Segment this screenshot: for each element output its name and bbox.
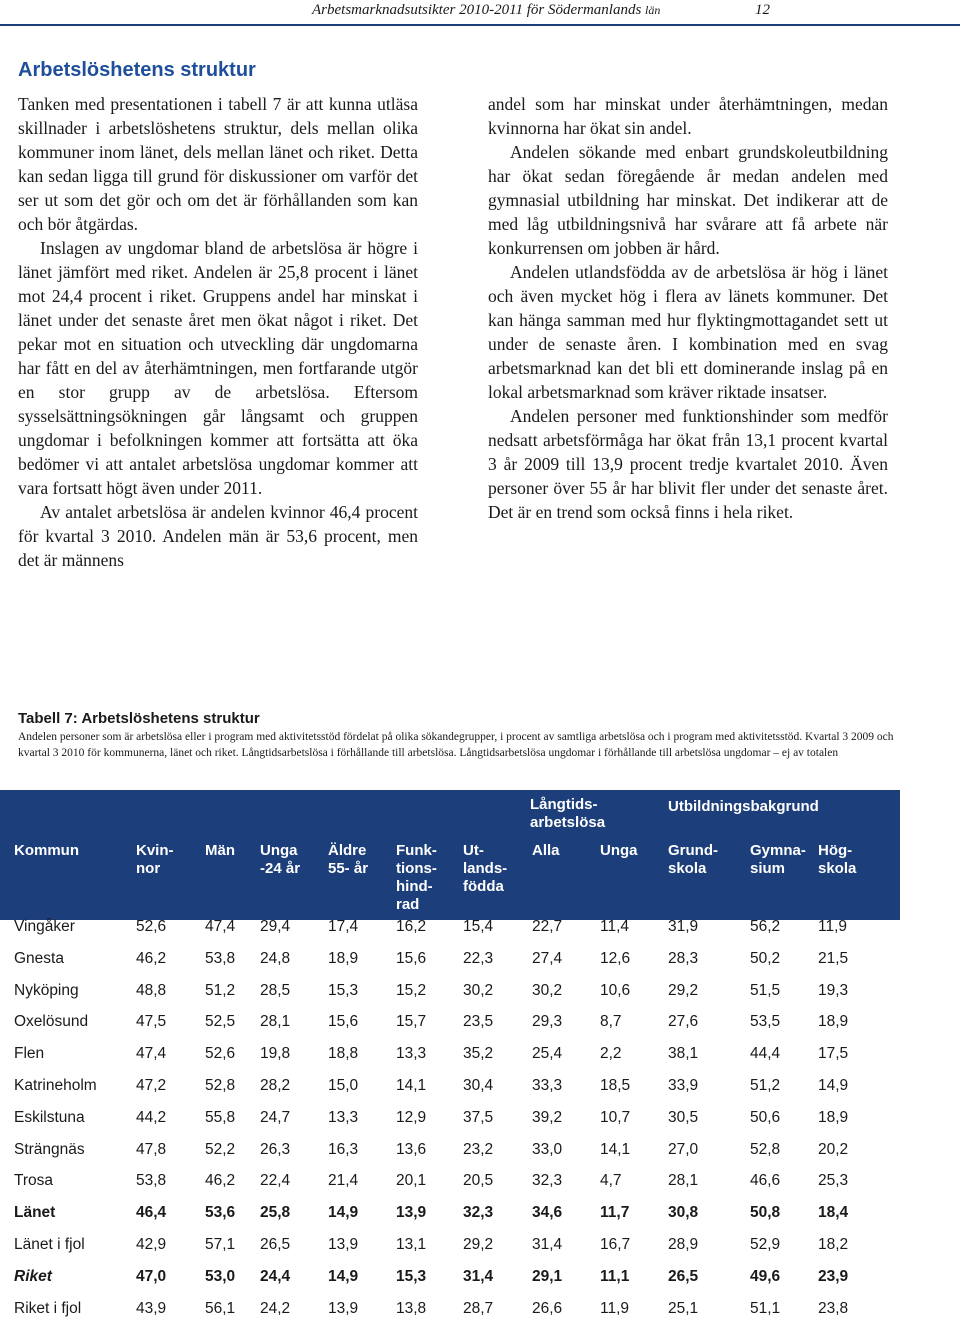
- table-cell: 23,5: [463, 1013, 494, 1031]
- table-cell: 32,3: [463, 1204, 494, 1222]
- table-cell: 28,7: [463, 1299, 494, 1317]
- table-cell: 12,9: [396, 1108, 427, 1126]
- table-cell: 20,5: [463, 1172, 494, 1190]
- table-cell: 15,6: [328, 1013, 359, 1031]
- table-cell: 13,1: [396, 1236, 427, 1253]
- table-cell: 11,9: [818, 918, 848, 935]
- table-cell: 56,2: [750, 918, 781, 935]
- table-cell: 21,4: [328, 1172, 359, 1190]
- table-cell: 19,8: [260, 1045, 291, 1063]
- table-row: [0, 1198, 900, 1230]
- table-cell: 14,1: [396, 1077, 427, 1094]
- table-cell: 29,3: [532, 1013, 563, 1031]
- paragraph: andel som har minskat under återhämtningen, medan kvinnorna har ökat sin andel.: [488, 94, 888, 138]
- section-title: Arbetslöshetens struktur: [18, 59, 256, 81]
- table-cell: 52,5: [205, 1013, 236, 1031]
- column-header: Män: [205, 842, 235, 859]
- table-cell: 47,5: [136, 1013, 167, 1031]
- table-cell: 46,2: [136, 949, 167, 967]
- table-cell: 53,6: [205, 1204, 236, 1222]
- column-header: Hög- skola: [818, 842, 857, 877]
- table-cell: 26,5: [260, 1236, 291, 1253]
- table-cell: 35,2: [463, 1045, 494, 1063]
- table-cell: 38,1: [668, 1045, 699, 1063]
- table-cell: 18,5: [600, 1077, 631, 1094]
- table-cell: 50,6: [750, 1108, 781, 1126]
- column-header: Unga -24 år: [260, 842, 301, 877]
- table-cell: 53,8: [205, 949, 236, 967]
- table-cell: 53,5: [750, 1013, 781, 1031]
- report-title: Arbetsmarknadsutsikter 2010-2011 för Södermanlands län: [312, 2, 661, 18]
- paragraph: Av antalet arbetslösa är andelen kvinnor 46,4 procent för kvartal 3 2010. Andelen män är 53,6 procent, men det är männens: [18, 502, 418, 570]
- table-cell: 37,5: [463, 1108, 494, 1126]
- table-cell: 56,1: [205, 1299, 236, 1317]
- table-cell: 25,1: [668, 1299, 699, 1317]
- table-cell: 13,9: [328, 1299, 359, 1317]
- table-cell: 12,6: [600, 949, 631, 967]
- table-cell: 15,6: [396, 949, 427, 967]
- paragraph: Andelen personer med funktionshinder som medför nedsatt arbetsförmåga har ökat från 13,1 procent kvartal 3 år 2009 till 13,9 procent tredje kvartalet 2010. Även personer över 55 år har blivit fler under det senaste året. Det är en trend som också finns i hela riket.: [488, 406, 888, 522]
- table-cell: 53,0: [205, 1267, 236, 1285]
- table-cell: 31,4: [532, 1236, 563, 1253]
- table-cell: 30,2: [532, 981, 563, 999]
- table-cell: 11,1: [600, 1267, 630, 1285]
- table-cell: 51,5: [750, 981, 781, 999]
- table-cell: 4,7: [600, 1172, 622, 1190]
- table-cell: 47,8: [136, 1140, 167, 1158]
- column-header: Ut- lands- födda: [463, 842, 508, 895]
- table-cell: 13,8: [396, 1299, 427, 1317]
- paragraph: Andelen utlandsfödda av de arbetslösa är hög i länet och även mycket hög i flera av länets kommuner. Det kan hänga samman med hur flyktingmottagandet sett ut under de senaste åren. I kombination med en svag arbetsmarknad kan det bli ett dominerande inslag på en lokal arbetsmarknad som kräver riktade insatser.: [488, 262, 888, 402]
- table-cell: 23,9: [818, 1267, 849, 1285]
- table-cell: 22,3: [463, 949, 494, 967]
- table-cell: 15,3: [328, 981, 359, 999]
- table-cell: 14,9: [328, 1204, 359, 1222]
- table-cell: 20,2: [818, 1140, 849, 1158]
- table-cell: 28,2: [260, 1077, 291, 1094]
- table-cell: 51,2: [750, 1077, 781, 1094]
- table-cell: 39,2: [532, 1108, 563, 1126]
- table-row: [0, 1166, 900, 1198]
- table-cell: 11,4: [600, 918, 630, 935]
- row-label: Nyköping: [14, 981, 79, 999]
- table-cell: 53,8: [136, 1172, 167, 1190]
- table-cell: 47,4: [136, 1045, 167, 1063]
- table-cell: 34,6: [532, 1204, 563, 1222]
- table-cell: 52,2: [205, 1140, 236, 1158]
- table-cell: 44,4: [750, 1045, 781, 1063]
- table-row: [0, 1103, 900, 1135]
- row-label: Flen: [14, 1045, 45, 1063]
- table-cell: 2,2: [600, 1045, 622, 1063]
- table-cell: 13,9: [328, 1236, 359, 1253]
- table-cell: 51,2: [205, 981, 236, 999]
- paragraph: Andelen sökande med enbart grundskoleutbildning har ökat sedan föregående år medan andelen med gymnasial utbildning har minskat. Det indikerar att de med låg utbildningsnivå har svårare att få arbete när konkurrensen om jobben är hård.: [488, 142, 888, 258]
- table-cell: 27,6: [668, 1013, 699, 1031]
- left-text-column: [18, 92, 418, 572]
- table-cell: 18,8: [328, 1045, 359, 1063]
- table-cell: 28,3: [668, 949, 699, 967]
- table-description: Andelen personer som är arbetslösa eller i program med aktivitetsstöd fördelat på olika sökandegrupper, i procent av samtliga arbetslösa och i program med aktivitetsstöd. Kvartal 3 2009 och kvartal 3 2010 för kommunerna, länet och riket. Långtidsarbetslösa i förhållande till arbetslösa. Långtidsarbetslösa ungdomar i förhållande till arbetslösa ungdomar – ej av totalen: [18, 731, 894, 759]
- table-cell: 10,6: [600, 981, 631, 999]
- table-cell: 10,7: [600, 1108, 631, 1126]
- table-cell: 16,2: [396, 918, 427, 935]
- table-cell: 52,8: [205, 1077, 236, 1094]
- table-cell: 14,1: [600, 1140, 631, 1158]
- column-header: Funk- tions- hind- rad: [396, 842, 437, 913]
- table-cell: 30,4: [463, 1077, 494, 1094]
- table-cell: 42,9: [136, 1236, 167, 1253]
- table-cell: 48,8: [136, 981, 167, 999]
- table-title: Tabell 7: Arbetslöshetens struktur: [18, 710, 260, 727]
- table-cell: 18,9: [818, 1108, 849, 1126]
- header-rule: [0, 24, 960, 26]
- table-cell: 21,5: [818, 949, 849, 967]
- table-cell: 52,8: [750, 1140, 781, 1158]
- table-cell: 11,7: [600, 1204, 630, 1222]
- table-cell: 29,2: [463, 1236, 494, 1253]
- table-cell: 14,9: [818, 1077, 849, 1094]
- table-cell: 43,9: [136, 1299, 167, 1317]
- table-cell: 23,8: [818, 1299, 849, 1317]
- row-label: Oxelösund: [14, 1013, 89, 1031]
- row-label: Riket i fjol: [14, 1299, 82, 1317]
- table-cell: 15,7: [396, 1013, 427, 1031]
- table-row: [0, 1262, 900, 1294]
- column-header: Gymna- sium: [750, 842, 806, 877]
- table-row: [0, 1294, 900, 1326]
- table-cell: 46,4: [136, 1204, 167, 1222]
- table-row: [0, 1071, 900, 1103]
- table-cell: 17,5: [818, 1045, 849, 1063]
- table-cell: 22,4: [260, 1172, 291, 1190]
- row-label: Länet: [14, 1204, 56, 1222]
- table-row: [0, 1135, 900, 1167]
- table-cell: 20,1: [396, 1172, 427, 1190]
- table-cell: 13,9: [396, 1204, 427, 1222]
- group-header-langtid: Långtids- arbetslösa: [530, 796, 606, 831]
- table-cell: 33,0: [532, 1140, 563, 1158]
- column-header: Grund- skola: [668, 842, 718, 877]
- table-cell: 28,9: [668, 1236, 699, 1253]
- table-cell: 16,3: [328, 1140, 359, 1158]
- table-cell: 24,2: [260, 1299, 291, 1317]
- table-cell: 18,2: [818, 1236, 849, 1253]
- table-row: [0, 912, 900, 944]
- table-cell: 47,0: [136, 1267, 167, 1285]
- column-header: Kommun: [14, 842, 79, 859]
- table-cell: 13,6: [396, 1140, 427, 1158]
- table-cell: 52,9: [750, 1236, 781, 1253]
- table-cell: 23,2: [463, 1140, 494, 1158]
- table-cell: 29,2: [668, 981, 699, 999]
- column-header: Kvin- nor: [136, 842, 174, 877]
- table-cell: 28,1: [260, 1013, 291, 1031]
- table-cell: 17,4: [328, 918, 359, 935]
- table-cell: 24,4: [260, 1267, 291, 1285]
- table-cell: 28,5: [260, 981, 291, 999]
- row-label: Gnesta: [14, 949, 64, 967]
- table-cell: 13,3: [328, 1108, 359, 1126]
- table-cell: 30,5: [668, 1108, 699, 1126]
- table-row: [0, 944, 900, 976]
- row-label: Eskilstuna: [14, 1108, 85, 1126]
- row-label: Trosa: [14, 1172, 54, 1190]
- table-cell: 49,6: [750, 1267, 781, 1285]
- column-header: Unga: [600, 842, 638, 859]
- table-cell: 47,2: [136, 1077, 167, 1094]
- row-label: Länet i fjol: [14, 1236, 85, 1253]
- table-cell: 57,1: [205, 1236, 236, 1253]
- table-cell: 25,3: [818, 1172, 849, 1190]
- column-header: Äldre 55- år: [328, 842, 369, 877]
- row-label: Vingåker: [14, 918, 75, 935]
- right-text-column: [488, 92, 888, 524]
- table-cell: 26,5: [668, 1267, 699, 1285]
- table-cell: 25,4: [532, 1045, 563, 1063]
- group-header-utbildning: Utbildningsbakgrund: [668, 798, 819, 815]
- table-cell: 50,2: [750, 949, 781, 967]
- table-cell: 30,2: [463, 981, 494, 999]
- table-cell: 15,3: [396, 1267, 427, 1285]
- table-cell: 33,9: [668, 1077, 699, 1094]
- table-cell: 29,1: [532, 1267, 563, 1285]
- table-cell: 52,6: [205, 1045, 236, 1063]
- table-cell: 11,9: [600, 1299, 630, 1317]
- table-cell: 18,9: [818, 1013, 849, 1031]
- table-cell: 26,3: [260, 1140, 291, 1158]
- table-cell: 19,3: [818, 981, 849, 999]
- table-cell: 44,2: [136, 1108, 167, 1126]
- table-cell: 47,4: [205, 918, 236, 935]
- table-cell: 8,7: [600, 1013, 622, 1031]
- paragraph: Tanken med presentationen i tabell 7 är att kunna utläsa skillnader i arbetslöshetens struktur, dels mellan olika kommuner inom länet, dels mellan länet och riket. Detta kan sedan ligga till grund för diskussioner om varför det ser ut som det gör och om det är förhållanden som kan och bör åtgärdas.: [18, 94, 418, 234]
- table-cell: 13,3: [396, 1045, 427, 1063]
- table-cell: 46,6: [750, 1172, 781, 1190]
- table-cell: 15,4: [463, 918, 494, 935]
- table-cell: 26,6: [532, 1299, 563, 1317]
- table-cell: 18,4: [818, 1204, 849, 1222]
- table-cell: 14,9: [328, 1267, 359, 1285]
- table-cell: 22,7: [532, 918, 563, 935]
- table-cell: 50,8: [750, 1204, 781, 1222]
- table-cell: 18,9: [328, 949, 359, 967]
- paragraph: Inslagen av ungdomar bland de arbetslösa är högre i länet jämfört med riket. Andelen är 25,8 procent i länet mot 24,4 procent i riket. Gruppens andel har minskat i länet under det senaste året men ökat något i riket. Det pekar mot en situation och utveckling där ungdomarna har fått en del av återhämtningen, men fortfarande utgör en stor grupp av de arbetslösa. Eftersom sysselsättningsökningen går långsamt och gruppen ungdomar i befolkningen kommer att fortsätta att öka bedömer vi att antalet arbetslösa ungdomar kommer att vara fortsatt högt även under 2011.: [18, 238, 418, 498]
- table-cell: 32,3: [532, 1172, 563, 1190]
- table-row: [0, 1039, 900, 1071]
- table-cell: 29,4: [260, 918, 291, 935]
- table-cell: 24,7: [260, 1108, 291, 1126]
- row-label: Katrineholm: [14, 1077, 97, 1094]
- column-header: Alla: [532, 842, 560, 859]
- table-cell: 27,4: [532, 949, 563, 967]
- table-cell: 24,8: [260, 949, 291, 967]
- page-header: [0, 0, 960, 24]
- table-cell: 28,1: [668, 1172, 699, 1190]
- table-cell: 16,7: [600, 1236, 631, 1253]
- table-cell: 30,8: [668, 1204, 699, 1222]
- table-cell: 27,0: [668, 1140, 699, 1158]
- table-cell: 25,8: [260, 1204, 291, 1222]
- page-number: 12: [755, 2, 770, 18]
- table-cell: 15,2: [396, 981, 427, 999]
- table-cell: 52,6: [136, 918, 167, 935]
- table-cell: 55,8: [205, 1108, 236, 1126]
- table-cell: 31,9: [668, 918, 699, 935]
- table-cell: 51,1: [750, 1299, 781, 1317]
- table-row: [0, 1007, 900, 1039]
- table-header: [0, 790, 900, 920]
- table-cell: 31,4: [463, 1267, 494, 1285]
- table-cell: 33,3: [532, 1077, 563, 1094]
- table-cell: 46,2: [205, 1172, 236, 1190]
- row-label: Strängnäs: [14, 1140, 85, 1158]
- row-label: Riket: [14, 1267, 52, 1285]
- table-cell: 15,0: [328, 1077, 359, 1094]
- table-row: [0, 1230, 900, 1262]
- table-row: [0, 976, 900, 1008]
